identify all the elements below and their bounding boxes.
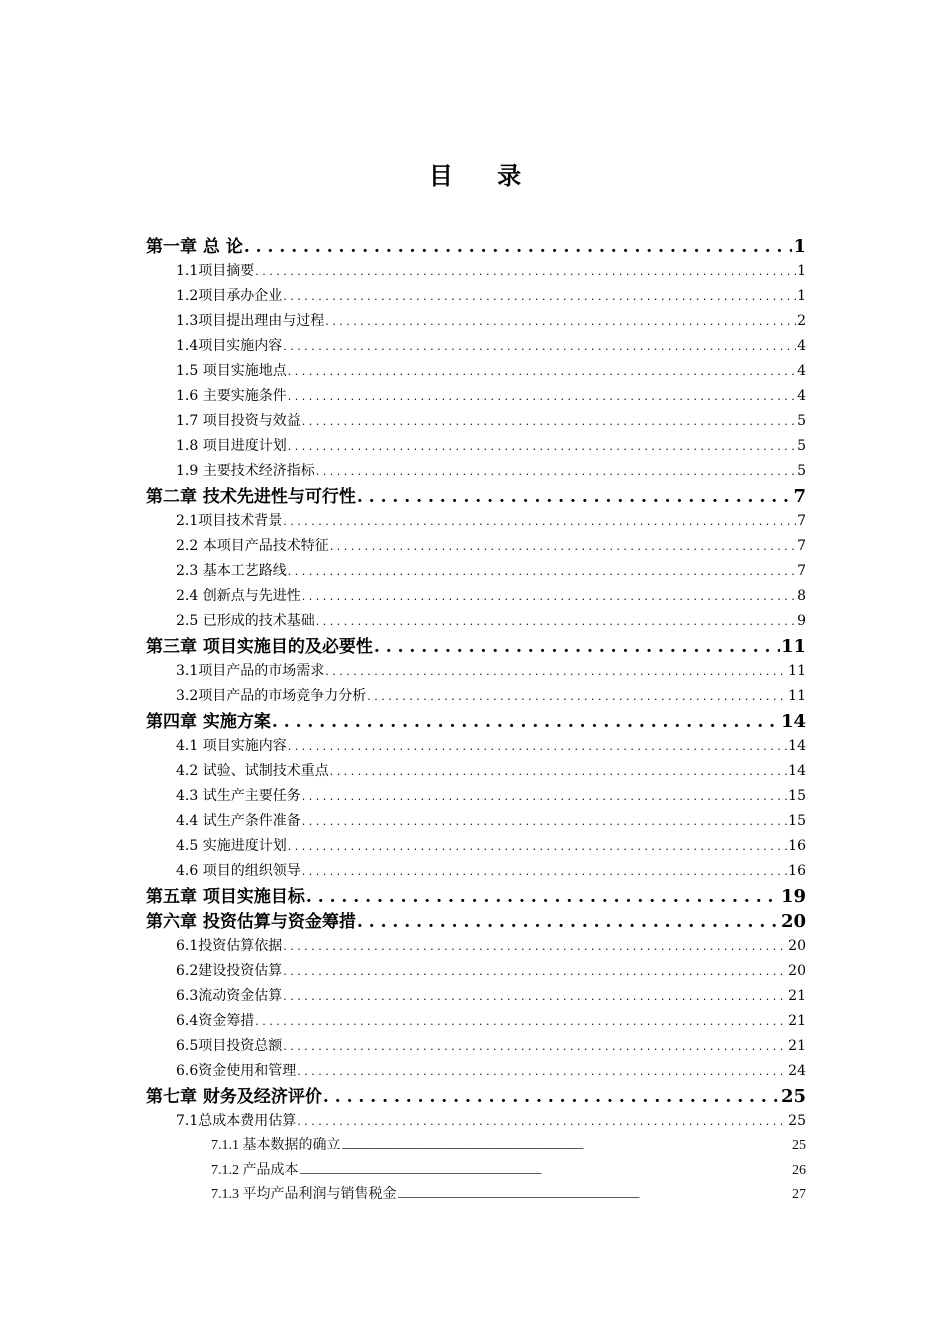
toc-entry-label: 7.1.2 产品成本 (211, 1162, 299, 1178)
toc-dot-leader (272, 710, 780, 735)
toc-entry-level2[interactable] (0, 734, 950, 759)
toc-dot-leader (342, 1135, 792, 1160)
toc-entry-label: 6.1投资估算依据 (176, 938, 283, 954)
toc-entry-level2[interactable] (0, 834, 950, 859)
toc-page-number: 7 (797, 513, 806, 529)
toc-dot-leader (306, 885, 780, 910)
toc-entry-level2[interactable] (0, 784, 950, 809)
toc-entry-label: 3.2项目产品的市场竞争力分析 (176, 688, 367, 704)
toc-dot-leader (288, 359, 796, 384)
toc-entry-label: 4.4 试生产条件准备 (176, 813, 301, 829)
toc-dot-leader (325, 659, 787, 684)
toc-entry-label: 4.6 项目的组织领导 (176, 863, 301, 879)
toc-page-number: 7 (797, 538, 806, 554)
toc-dot-leader (297, 1109, 787, 1134)
toc-page-number: 14 (788, 738, 806, 754)
toc-entry-level1[interactable] (0, 634, 950, 659)
toc-dot-leader (288, 734, 787, 759)
toc-dot-leader (283, 984, 787, 1009)
toc-entry-label: 第一章 总 论 (146, 237, 243, 257)
toc-entry-level1[interactable] (0, 709, 950, 734)
toc-dot-leader (288, 434, 796, 459)
toc-page-number: 21 (788, 988, 806, 1004)
toc-dot-leader (283, 934, 787, 959)
toc-page-number: 11 (780, 636, 806, 657)
toc-entry-label: 1.7 项目投资与效益 (176, 413, 301, 429)
toc-entry-label: 6.5项目投资总额 (176, 1038, 283, 1054)
toc-entry-level2[interactable] (0, 509, 950, 534)
toc-entry-label: 第六章 投资估算与资金筹措 (146, 912, 356, 932)
toc-dot-leader (302, 784, 787, 809)
toc-dot-leader (283, 284, 796, 309)
toc-entry-level2[interactable] (0, 1009, 950, 1034)
toc-entry-label: 7.1.1 基本数据的确立 (211, 1138, 341, 1153)
toc-entry-level2[interactable] (0, 584, 950, 609)
toc-entry-label: 6.3流动资金估算 (176, 988, 283, 1004)
toc-entry-label: 第四章 实施方案 (146, 712, 271, 732)
toc-entry-label: 2.3 基本工艺路线 (176, 563, 287, 579)
toc-entry-level1[interactable] (0, 234, 950, 259)
toc-entry-label: 7.1总成本费用估算 (176, 1113, 297, 1129)
toc-dot-leader (300, 1160, 792, 1185)
toc-entry-level2[interactable] (0, 359, 950, 384)
toc-entry-level2[interactable] (0, 1034, 950, 1059)
toc-page-number: 25 (780, 1086, 806, 1107)
toc-page-number: 2 (797, 313, 806, 329)
table-of-contents (0, 234, 950, 1208)
toc-entry-label: 1.4项目实施内容 (176, 338, 283, 354)
toc-entry-level1[interactable] (0, 884, 950, 909)
toc-dot-leader (316, 609, 796, 634)
toc-entry-label: 2.2 本项目产品技术特征 (176, 538, 329, 554)
toc-entry-level2[interactable] (0, 934, 950, 959)
toc-entry-level2[interactable] (0, 534, 950, 559)
toc-page-number: 19 (780, 886, 806, 907)
page-title: 目 录 (428, 161, 540, 190)
toc-entry-level1[interactable] (0, 484, 950, 509)
toc-page-number: 5 (797, 463, 806, 479)
toc-page-number: 20 (788, 963, 806, 979)
toc-dot-leader (283, 509, 796, 534)
toc-entry-label: 6.2建设投资估算 (176, 963, 283, 979)
toc-page-number: 7 (797, 563, 806, 579)
toc-dot-leader (288, 384, 796, 409)
toc-page-number: 4 (797, 363, 806, 379)
toc-page-number: 21 (788, 1013, 806, 1029)
toc-dot-leader (302, 409, 796, 434)
toc-entry-label: 1.2项目承办企业 (176, 288, 283, 304)
toc-dot-leader (283, 1034, 787, 1059)
toc-entry-level3[interactable] (0, 1134, 950, 1159)
toc-page-number: 14 (780, 711, 806, 732)
toc-entry-level2[interactable] (0, 559, 950, 584)
toc-page-number: 20 (788, 938, 806, 954)
toc-entry-label: 第七章 财务及经济评价 (146, 1087, 322, 1107)
toc-dot-leader (316, 459, 796, 484)
toc-dot-leader (283, 959, 787, 984)
toc-entry-level2[interactable] (0, 959, 950, 984)
toc-dot-leader (255, 259, 796, 284)
toc-page-number: 24 (788, 1063, 806, 1079)
toc-entry-level2[interactable] (0, 684, 950, 709)
toc-page-number: 11 (788, 688, 806, 704)
toc-dot-leader (302, 859, 787, 884)
toc-entry-level2[interactable] (0, 259, 950, 284)
toc-dot-leader (244, 235, 793, 260)
toc-page-number: 8 (797, 588, 806, 604)
toc-entry-level2[interactable] (0, 759, 950, 784)
toc-page-number: 25 (792, 1138, 806, 1153)
toc-page-number: 21 (788, 1038, 806, 1054)
toc-page-number: 1 (797, 263, 806, 279)
toc-dot-leader (288, 834, 787, 859)
toc-dot-leader (330, 759, 787, 784)
toc-page-number: 16 (788, 838, 806, 854)
toc-entry-label: 2.1项目技术背景 (176, 513, 283, 529)
toc-entry-label: 2.5 已形成的技术基础 (176, 613, 315, 629)
toc-page-number: 15 (788, 788, 806, 804)
toc-entry-level2[interactable] (0, 984, 950, 1009)
toc-dot-leader (325, 309, 796, 334)
toc-entry-level2[interactable] (0, 334, 950, 359)
toc-dot-leader (288, 559, 796, 584)
toc-dot-leader (323, 1085, 780, 1110)
toc-page-number: 1 (793, 236, 806, 257)
toc-dot-leader (330, 534, 796, 559)
toc-entry-level2[interactable] (0, 1109, 950, 1134)
toc-page-number: 20 (780, 911, 806, 932)
toc-entry-label: 6.6资金使用和管理 (176, 1063, 297, 1079)
toc-entry-label: 1.3项目提出理由与过程 (176, 313, 325, 329)
toc-entry-label: 1.1项目摘要 (176, 263, 255, 279)
toc-entry-label: 4.2 试验、试制技术重点 (176, 763, 329, 779)
toc-entry-label: 3.1项目产品的市场需求 (176, 663, 325, 679)
toc-page-number: 4 (797, 338, 806, 354)
toc-entry-level2[interactable] (0, 409, 950, 434)
toc-entry-label: 7.1.3 平均产品利润与销售税金 (211, 1187, 397, 1202)
toc-entry-level2[interactable] (0, 309, 950, 334)
toc-page-number: 4 (797, 388, 806, 404)
toc-dot-leader (398, 1184, 792, 1209)
toc-entry-level2[interactable] (0, 859, 950, 884)
toc-page-number: 25 (788, 1113, 806, 1129)
toc-dot-leader (357, 485, 793, 510)
toc-dot-leader (297, 1059, 787, 1084)
toc-dot-leader (374, 635, 780, 660)
toc-dot-leader (367, 684, 787, 709)
toc-dot-leader (255, 1009, 787, 1034)
toc-page-number: 27 (792, 1187, 806, 1202)
toc-entry-level2[interactable] (0, 809, 950, 834)
toc-entry-label: 第二章 技术先进性与可行性 (146, 487, 356, 507)
toc-entry-level3[interactable] (0, 1159, 950, 1184)
toc-entry-level2[interactable] (0, 459, 950, 484)
toc-entry-label: 第五章 项目实施目标 (146, 887, 305, 907)
toc-page-number: 5 (797, 438, 806, 454)
toc-entry-label: 4.3 试生产主要任务 (176, 788, 301, 804)
toc-dot-leader (283, 334, 796, 359)
toc-entry-label: 1.5 项目实施地点 (176, 363, 287, 379)
toc-dot-leader (302, 809, 787, 834)
toc-entry-label: 1.9 主要技术经济指标 (176, 463, 315, 479)
toc-entry-level3[interactable] (0, 1183, 950, 1208)
toc-entry-level2[interactable] (0, 659, 950, 684)
toc-page-number: 15 (788, 813, 806, 829)
toc-page-number: 5 (797, 413, 806, 429)
toc-entry-level2[interactable] (0, 284, 950, 309)
toc-entry-label: 4.5 实施进度计划 (176, 838, 287, 854)
toc-entry-label: 1.8 项目进度计划 (176, 438, 287, 454)
toc-entry-label: 6.4资金筹措 (176, 1013, 255, 1029)
toc-entry-label: 1.6 主要实施条件 (176, 388, 287, 404)
toc-dot-leader (357, 910, 780, 935)
toc-entry-label: 4.1 项目实施内容 (176, 738, 287, 754)
toc-entry-level2[interactable] (0, 434, 950, 459)
toc-page-number: 11 (788, 663, 806, 679)
toc-entry-label: 第三章 项目实施目的及必要性 (146, 637, 373, 657)
toc-page-number: 16 (788, 863, 806, 879)
toc-page-number: 7 (793, 486, 806, 507)
toc-page-number: 9 (797, 613, 806, 629)
toc-entry-level2[interactable] (0, 1059, 950, 1084)
toc-page-number: 1 (797, 288, 806, 304)
toc-entry-level2[interactable] (0, 609, 950, 634)
toc-entry-level1[interactable] (0, 909, 950, 934)
toc-page-number: 14 (788, 763, 806, 779)
toc-dot-leader (302, 584, 796, 609)
toc-page-number: 26 (792, 1162, 806, 1178)
toc-entry-level2[interactable] (0, 384, 950, 409)
toc-entry-label: 2.4 创新点与先进性 (176, 588, 301, 604)
toc-entry-level1[interactable] (0, 1084, 950, 1109)
